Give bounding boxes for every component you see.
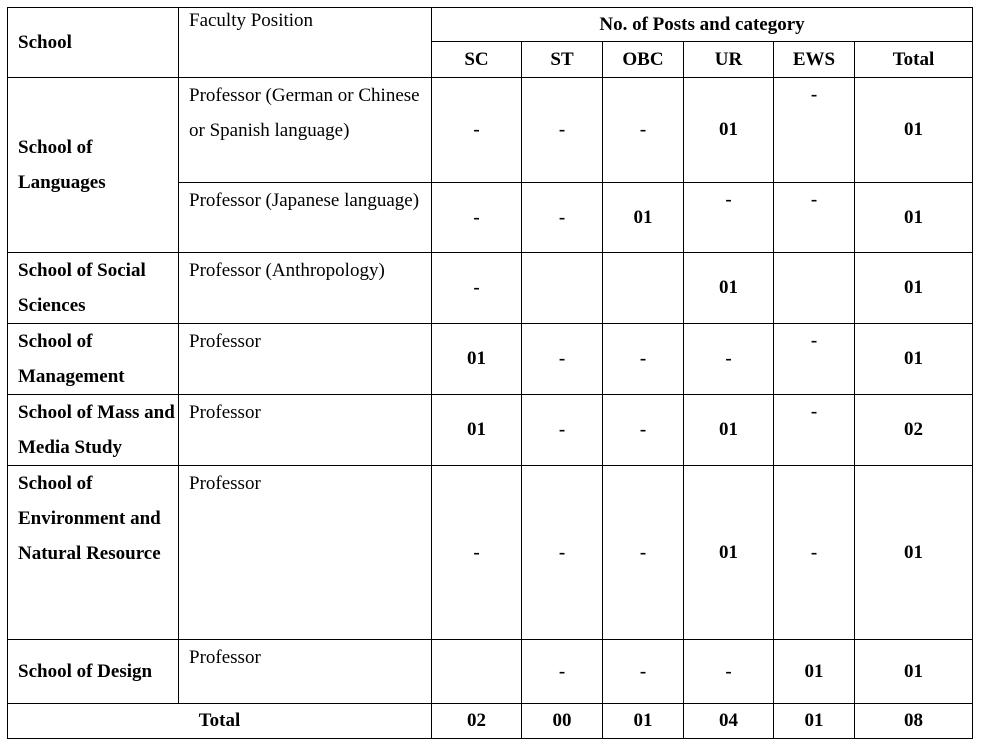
st-value: - <box>522 640 603 704</box>
ur-value: 01 <box>684 253 774 324</box>
ur-value: - <box>684 324 774 395</box>
sc-value: - <box>432 78 522 183</box>
sc-value <box>432 640 522 704</box>
faculty-position: Professor <box>179 395 432 466</box>
totals-row <box>8 704 973 739</box>
total-value: 01 <box>855 78 973 183</box>
total-value: 01 <box>855 466 973 640</box>
st-value: - <box>522 324 603 395</box>
total-value: 01 <box>855 183 973 253</box>
obc-value: - <box>603 78 684 183</box>
ews-value: - <box>774 78 855 183</box>
ews-value: 01 <box>774 640 855 704</box>
header-total: Total <box>855 42 973 78</box>
sc-value: 01 <box>432 395 522 466</box>
header-st: ST <box>522 42 603 78</box>
school-name: School of Environment and Natural Resource <box>8 466 179 640</box>
school-name: School of Mass and Media Study <box>8 395 179 466</box>
st-value: - <box>522 466 603 640</box>
obc-value: - <box>603 466 684 640</box>
totals-label: Total <box>8 704 432 739</box>
faculty-position: Professor <box>179 640 432 704</box>
faculty-position: Professor <box>179 324 432 395</box>
total-ur: 04 <box>684 704 774 739</box>
header-obc: OBC <box>603 42 684 78</box>
st-value: - <box>522 395 603 466</box>
ews-value: - <box>774 466 855 640</box>
obc-value: - <box>603 324 684 395</box>
obc-value: - <box>603 395 684 466</box>
st-value: - <box>522 78 603 183</box>
ews-value: - <box>774 395 855 466</box>
header-faculty-position: Faculty Position <box>179 8 432 78</box>
table-row <box>8 253 973 324</box>
st-value: - <box>522 183 603 253</box>
ews-value <box>774 253 855 324</box>
total-total: 08 <box>855 704 973 739</box>
st-value <box>522 253 603 324</box>
ews-value: - <box>774 324 855 395</box>
header-school: School <box>8 8 179 78</box>
school-name: School of Social Sciences <box>8 253 179 324</box>
table-row <box>8 395 973 466</box>
table-row <box>8 640 973 704</box>
total-obc: 01 <box>603 704 684 739</box>
header-group-title: No. of Posts and category <box>432 8 973 42</box>
school-name: School of Languages <box>8 78 179 253</box>
header-sc: SC <box>432 42 522 78</box>
obc-value <box>603 253 684 324</box>
posts-table <box>7 7 973 739</box>
total-value: 01 <box>855 640 973 704</box>
faculty-position: Professor <box>179 466 432 640</box>
obc-value: 01 <box>603 183 684 253</box>
ur-value: - <box>684 640 774 704</box>
table-row <box>8 78 973 183</box>
ur-value: 01 <box>684 466 774 640</box>
total-value: 02 <box>855 395 973 466</box>
ur-value: 01 <box>684 395 774 466</box>
total-value: 01 <box>855 324 973 395</box>
school-name: School of Design <box>8 640 179 704</box>
faculty-position: Professor (Anthropology) <box>179 253 432 324</box>
header-row-1 <box>8 8 973 42</box>
total-value: 01 <box>855 253 973 324</box>
header-ur: UR <box>684 42 774 78</box>
faculty-position: Professor (German or Chinese or Spanish language) <box>179 78 432 183</box>
total-st: 00 <box>522 704 603 739</box>
school-name: School of Management <box>8 324 179 395</box>
sc-value: - <box>432 466 522 640</box>
ur-value: - <box>684 183 774 253</box>
table-row <box>8 466 973 640</box>
sc-value: - <box>432 183 522 253</box>
header-ews: EWS <box>774 42 855 78</box>
sc-value: - <box>432 253 522 324</box>
obc-value: - <box>603 640 684 704</box>
total-sc: 02 <box>432 704 522 739</box>
ews-value: - <box>774 183 855 253</box>
ur-value: 01 <box>684 78 774 183</box>
table-row <box>8 324 973 395</box>
total-ews: 01 <box>774 704 855 739</box>
faculty-position: Professor (Japanese language) <box>179 183 432 253</box>
sc-value: 01 <box>432 324 522 395</box>
